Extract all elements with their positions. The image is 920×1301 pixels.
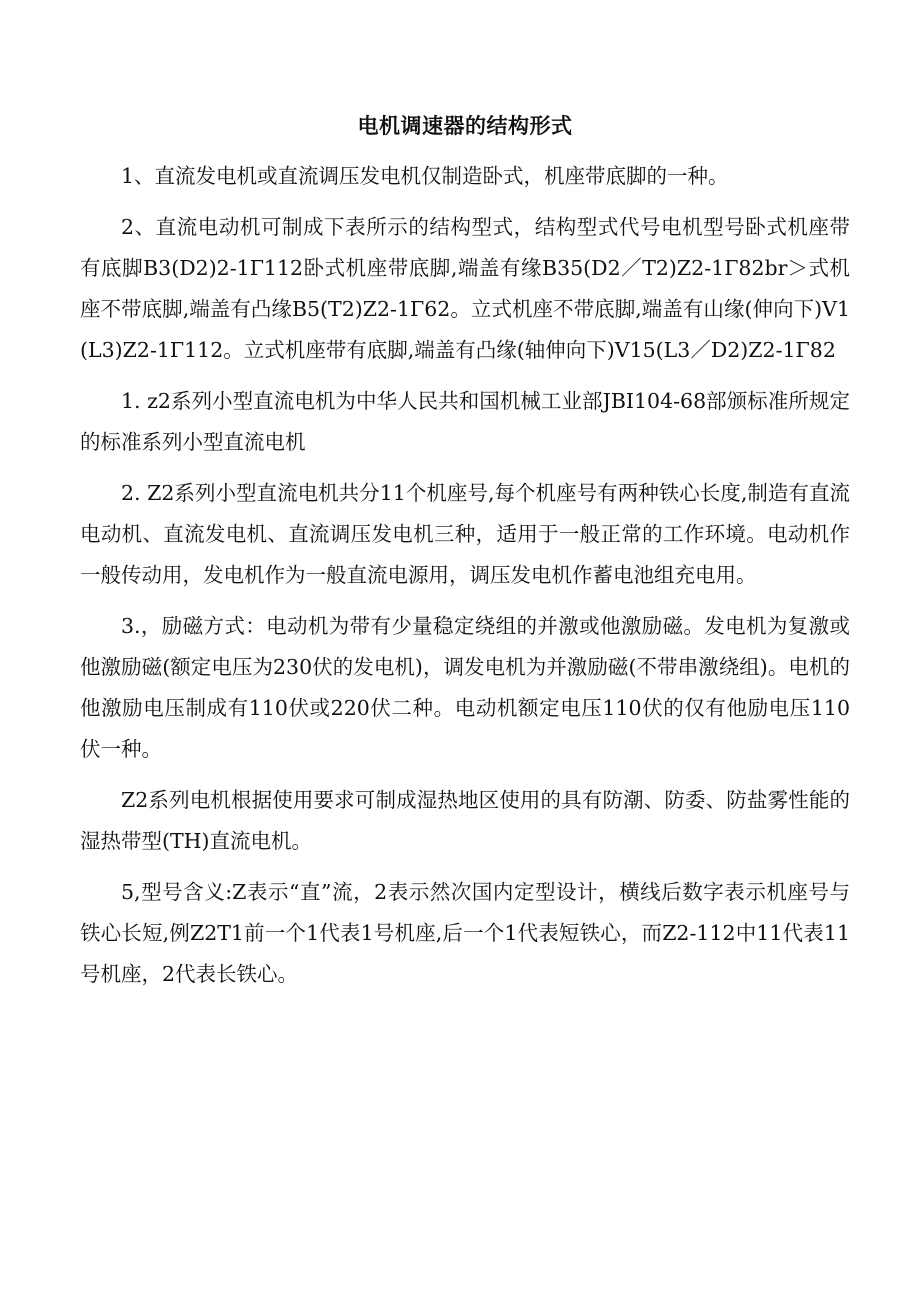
paragraph-6: Z2系列电机根据使用要求可制成湿热地区使用的具有防潮、防委、防盐雾性能的湿热带型(TH)直流电机。 (80, 788, 850, 853)
paragraph-1: 1、直流发电机或直流调压发电机仅制造卧式，机座带底脚的一种。 (121, 164, 729, 188)
document-page (80, 112, 850, 1005)
paragraph-7: 5,型号含义:Z表示“直”流，2表示然次国内定型设计，横线后数字表示机座号与铁心长短,例Z2T1前一个1代表1号机座,后一个1代表短铁心，而Z2-112中11代表11号机座，2代表长铁心。 (80, 880, 850, 986)
paragraph-4: 2. Z2系列小型直流电机共分11个机座号,每个机座号有两种铁心长度,制造有直流电动机、直流发电机、直流调压发电机三种，适用于一般正常的工作环境。电动机作一般传动用，发电机作为一般直流电源用，调压发电机作蓄电池组充电用。 (80, 481, 850, 587)
paragraph-3: 1. z2系列小型直流电机为中华人民共和国机械工业部JBI104-68部颁标准所规定的标准系列小型直流电机 (80, 389, 850, 454)
document-title: 电机调速器的结构形式 (357, 114, 573, 138)
paragraph-2: 2、直流电动机可制成下表所示的结构型式，结构型式代号电机型号卧式机座带有底脚B3(D2)2-1Γ112卧式机座带底脚,端盖有缘B35(D2／T2)Z2-1Γ82br＞式机座不带底脚,端盖有凸缘B5(T2)Z2-1Γ62。立式机座不带底脚,端盖有山缘(伸向下)V1(L3)Z2-1Γ112。立式机座带有底脚,端盖有凸缘(轴伸向下)V15(L3／D2)Z2-1Γ82 (80, 215, 850, 362)
paragraph-5: 3.，励磁方式：电动机为带有少量稳定绕组的并激或他激励磁。发电机为复激或他激励磁(额定电压为230伏的发电机)，调发电机为并激励磁(不带串激绕组)。电机的他激励电压制成有110伏或220伏二种。电动机额定电压110伏的仅有他励电压110伏一种。 (80, 614, 850, 761)
